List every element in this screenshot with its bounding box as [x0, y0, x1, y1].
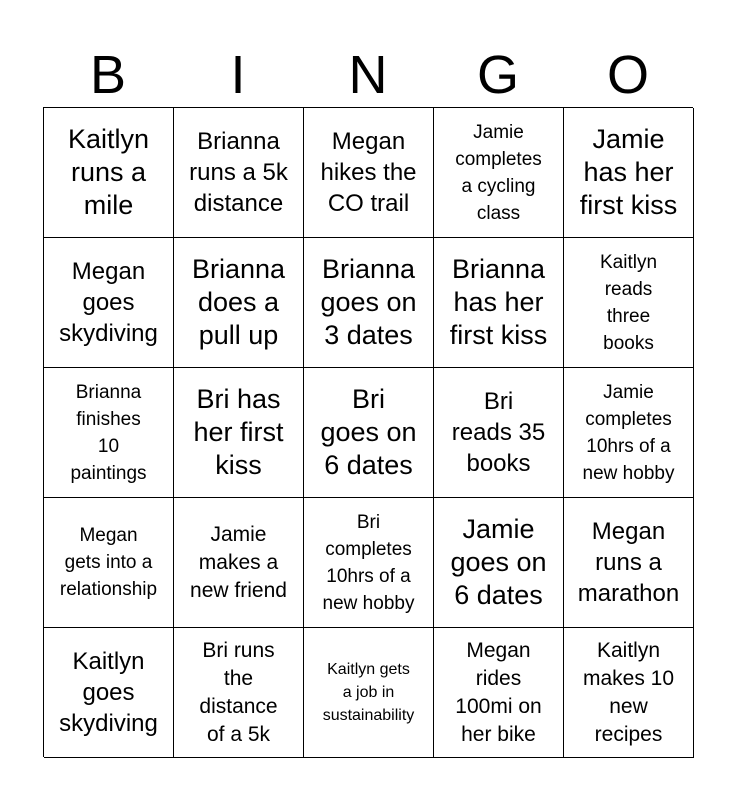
bingo-cell[interactable]	[304, 498, 434, 628]
cell-text: Megan goes skydiving	[59, 258, 158, 347]
cell-text: Kaitlyn runs a mile	[67, 124, 150, 220]
bingo-cell[interactable]	[304, 108, 434, 238]
cell-text: Kaitlyn goes skydiving	[59, 648, 158, 737]
cell-text: Bri has her first kiss	[193, 384, 284, 480]
cell-text: Kaitlyn reads three books	[599, 251, 658, 354]
bingo-cell[interactable]	[564, 498, 694, 628]
cell-text: Jamie makes a new friend	[190, 522, 287, 602]
cell-text: Brianna has her first kiss	[449, 254, 548, 350]
bingo-cell[interactable]	[434, 628, 564, 758]
bingo-cell[interactable]	[304, 628, 434, 758]
cell-text: Kaitlyn makes 10 new recipes	[582, 638, 675, 746]
cell-text: Brianna goes on 3 dates	[320, 254, 417, 350]
bingo-cell[interactable]	[174, 628, 304, 758]
cell-text: Megan runs a marathon	[577, 518, 680, 607]
bingo-cell[interactable]	[174, 238, 304, 368]
bingo-cell[interactable]	[564, 108, 694, 238]
bingo-cell[interactable]	[564, 368, 694, 498]
header-letter-b: B	[89, 45, 127, 105]
cell-text: Bri reads 35 books	[451, 388, 546, 477]
bingo-cell[interactable]	[564, 628, 694, 758]
cell-text: Brianna finishes 10 paintings	[70, 381, 147, 484]
header-letter-o: O	[606, 45, 649, 105]
cell-text: Jamie has her first kiss	[579, 124, 678, 220]
cell-text: Megan gets into a relationship	[59, 525, 158, 600]
bingo-cell[interactable]	[44, 368, 174, 498]
bingo-cell[interactable]	[44, 498, 174, 628]
cell-text: Jamie completes 10hrs of a new hobby	[582, 381, 675, 484]
header-letter-g: G	[476, 45, 519, 105]
bingo-cell[interactable]	[174, 108, 304, 238]
header-letter-n: N	[348, 45, 388, 105]
cell-text: Brianna does a pull up	[191, 254, 286, 350]
bingo-board	[43, 107, 693, 757]
bingo-cell[interactable]	[174, 498, 304, 628]
cell-text: Kaitlyn gets a job in sustainability	[322, 661, 415, 724]
bingo-header	[43, 44, 693, 106]
cell-text: Bri runs the distance of a 5k	[199, 638, 278, 746]
header-letter-i: I	[230, 45, 246, 105]
bingo-cell[interactable]	[434, 368, 564, 498]
bingo-cell[interactable]	[434, 238, 564, 368]
bingo-cell[interactable]	[304, 238, 434, 368]
bingo-cell[interactable]	[44, 628, 174, 758]
bingo-cell[interactable]	[174, 368, 304, 498]
cell-text: Bri goes on 6 dates	[320, 384, 417, 480]
bingo-cell[interactable]	[304, 368, 434, 498]
cell-text: Megan rides 100mi on her bike	[455, 638, 542, 746]
bingo-cell[interactable]	[434, 108, 564, 238]
cell-text: Brianna runs a 5k distance	[189, 128, 288, 217]
bingo-cell[interactable]	[434, 498, 564, 628]
cell-text: Jamie completes a cycling class	[455, 121, 542, 224]
bingo-cell[interactable]	[44, 238, 174, 368]
cell-text: Megan hikes the CO trail	[320, 128, 417, 217]
bingo-cell[interactable]	[564, 238, 694, 368]
cell-text: Bri completes 10hrs of a new hobby	[322, 511, 415, 614]
cell-text: Jamie goes on 6 dates	[450, 514, 547, 610]
bingo-cell[interactable]	[44, 108, 174, 238]
